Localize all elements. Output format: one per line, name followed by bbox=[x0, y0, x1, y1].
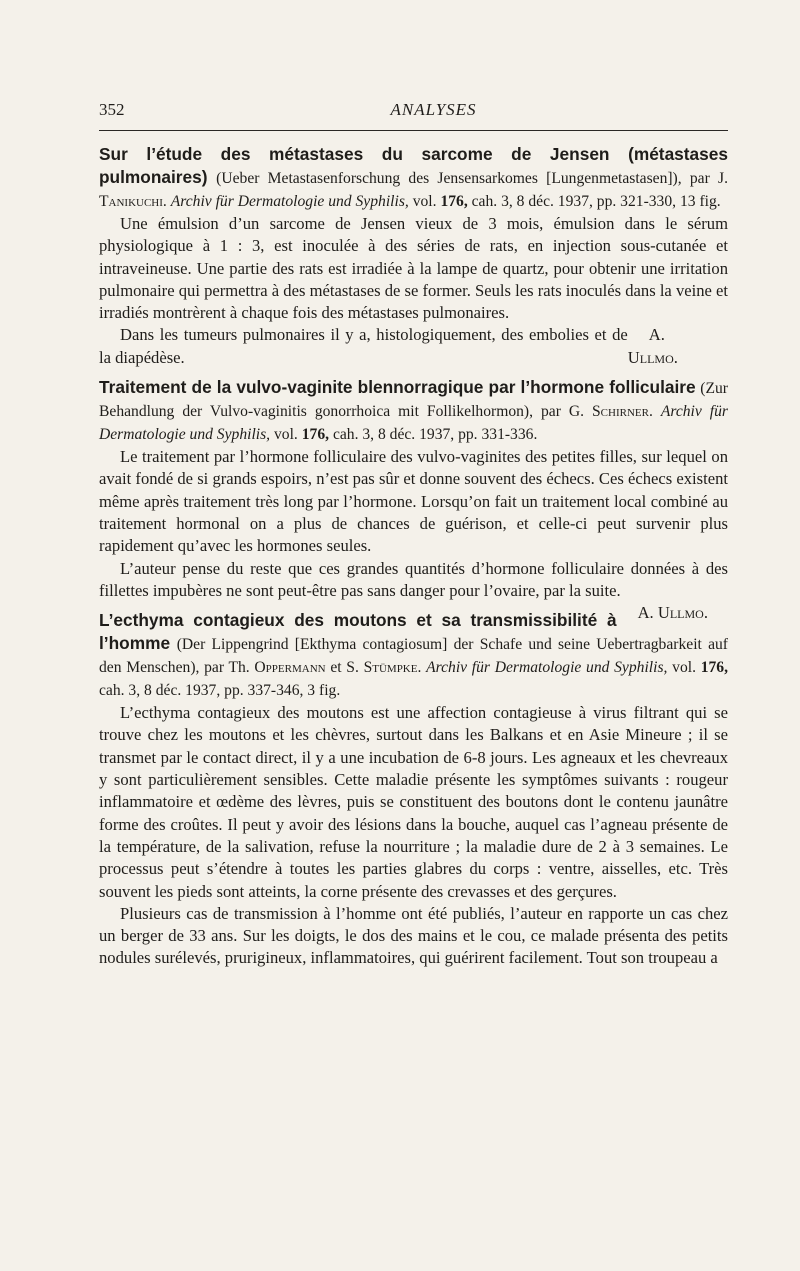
author-name: Tanikuchi. bbox=[99, 193, 167, 210]
abstract-heading bbox=[99, 376, 728, 446]
article-title: Sur l’étude des métastases du sarcome de Jensen (métastases pulmonaires) bbox=[99, 144, 728, 187]
citation-details: cah. 3, 8 déc. 1937, pp. 331-336. bbox=[332, 426, 538, 444]
volume-number: 176, bbox=[301, 426, 330, 444]
original-title: (Ueber Metastasenforschung des Jensensarkomes [Lungenmetastasen]), par bbox=[216, 170, 710, 187]
header-rule bbox=[99, 130, 728, 131]
citation-details: cah. 3, 8 déc. 1937, pp. 321-330, 13 fig. bbox=[471, 193, 721, 210]
volume-label: vol. bbox=[274, 426, 298, 444]
original-title: (Der Lippengrind [Ekthyma contagiosum] der Schafe und seine Uebertragbarkeit auf den Menschen), par bbox=[99, 636, 728, 677]
page-number: 352 bbox=[99, 100, 125, 119]
signature: A. Ullmo. bbox=[637, 603, 708, 623]
journal-name: Archiv für Dermatologie und Syphilis, bbox=[426, 659, 668, 677]
reference bbox=[99, 636, 728, 699]
paragraph: Le traitement par l’hormone folliculaire des vulvo-vaginites des petites filles, sur lequel on avait fondé de si grands espoirs, n’est pas sûr et donne souvent des échecs. Ces échecs existent même après traitement très long par l’hormone. Lorsqu’on fait un traitement local combiné au traitement hormonal on a plus de chances de guérison, et celle-ci peut survenir plus rapidement qu’avec les hormones seules. bbox=[99, 447, 728, 556]
volume-number: 176, bbox=[700, 659, 728, 677]
citation-details: cah. 3, 8 déc. 1937, pp. 337-346, 3 fig. bbox=[99, 682, 341, 700]
author-initial: J. bbox=[718, 170, 728, 187]
paragraph: Plusieurs cas de transmission à l’homme ont été publiés, l’auteur en rapporte un cas chez un berger de 33 ans. Sur les doigts, le dos des mains et le cou, ce malade présenta des petits nodules surélevés, prurigineux, inflammatoires, qui guérirent facilement. Tout son troupeau a bbox=[99, 903, 728, 968]
author-name: Oppermann bbox=[254, 659, 326, 677]
volume-label: vol. bbox=[412, 193, 437, 210]
journal-name: Archiv für Dermatologie und Syphilis, bbox=[170, 193, 409, 210]
closing-paragraph bbox=[99, 558, 728, 623]
volume-number: 176, bbox=[440, 193, 468, 210]
article-title: Traitement de la vulvo-vaginite blennorragique par l’hormone folliculaire bbox=[99, 377, 696, 398]
abstract-body bbox=[99, 702, 728, 970]
abstract-heading bbox=[99, 143, 728, 213]
author-initial: Th. bbox=[228, 659, 250, 677]
closing-paragraph bbox=[99, 324, 728, 369]
running-head bbox=[99, 100, 728, 126]
volume-label: vol. bbox=[672, 659, 696, 677]
paragraph-text: L’auteur pense du reste que ces grandes quantités d’hormone folliculaire données à des fillettes impubères ne sont peut-être pas sans danger pour l’ovaire, par la suite. bbox=[99, 558, 728, 600]
running-title: ANALYSES bbox=[390, 100, 477, 119]
paragraph: L’ecthyma contagieux des moutons est une affection contagieuse à virus filtrant qui se trouve chez les moutons et les chèvres, surtout dans les Balkans et en Asie Mineure ; il se transmet par le contact direct, il y a une incubation de 6-8 jours. Les agneaux et les chevreaux y sont particulièrement sensibles. Cette maladie présente les symptômes suivants : rougeur inflammatoire et œdème des lèvres, puis se constituent des boutons dont le contenu jaunâtre forme des croûtes. Il peut y avoir des lésions dans la bouche, auquel cas l’agneau présente de la température, de la salivation, refuse la nourriture ; la maladie dure de 2 à 3 semaines. Le processus peut s’étendre à toutes les parties glabres du corps : ventre, aisselles, etc. Très souvent les pieds sont atteints, la corne présente des crevasses et des gerçures. bbox=[99, 703, 728, 901]
second-author-name: Stümpke. bbox=[363, 659, 422, 677]
abstract-1 bbox=[99, 143, 728, 369]
abstract-2 bbox=[99, 376, 728, 623]
author-joiner: et S. bbox=[330, 659, 359, 677]
signature: A. Ullmo. bbox=[627, 325, 678, 367]
original-title: (Zur Behandlung der Vulvo-vaginitis gonorrhoica mit Follikelhormon), par bbox=[99, 380, 728, 421]
author-name: Schirner. bbox=[592, 403, 653, 421]
abstract-body bbox=[99, 446, 728, 623]
abstract-body bbox=[99, 213, 728, 369]
article-title: L’ecthyma contagieux des moutons et sa transmissibilité à l’homme bbox=[99, 610, 617, 654]
abstract-3 bbox=[99, 609, 728, 970]
paragraph: Une émulsion d’un sarcome de Jensen vieux de 3 mois, émulsion dans le sérum physiologique à 1 : 3, est inoculée à des séries de rats, en injection sous-cutanée et intraveineuse. Une partie des rats est irradiée à la lampe de quartz, pour obtenir une irritation pulmonaire qui permettra à des métastases de se former. Seuls les rats inoculés dans la veine et irradiés montrèrent à chaque fois des métastases pulmonaires. bbox=[99, 214, 728, 323]
journal-name: Archiv für Dermatologie und Syphilis, bbox=[99, 403, 728, 444]
author-initial: G. bbox=[568, 403, 585, 421]
paragraph-text: Dans les tumeurs pulmonaires il y a, histologiquement, des embolies et de la diapédèse. bbox=[99, 325, 628, 367]
